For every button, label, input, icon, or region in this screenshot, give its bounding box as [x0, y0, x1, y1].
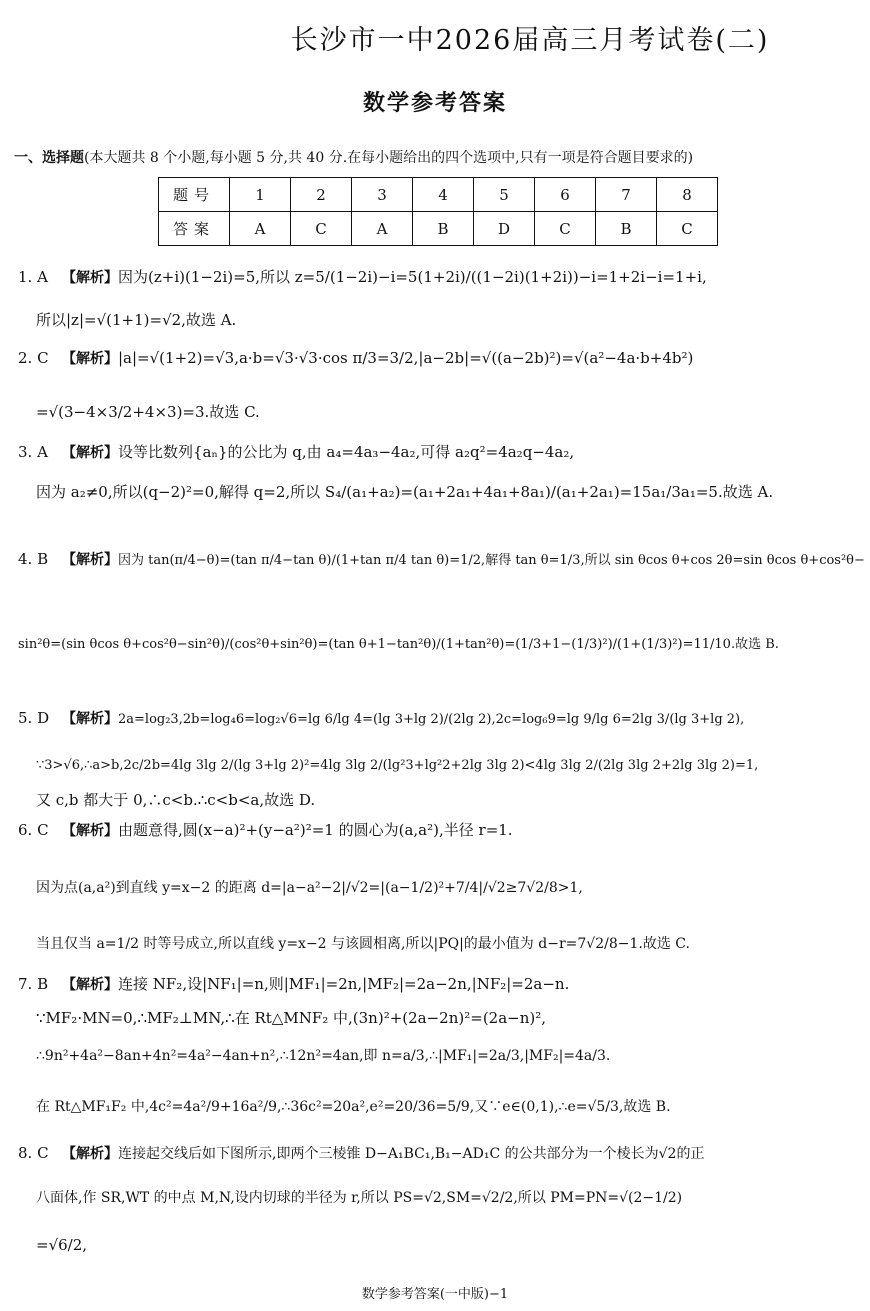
question-number: 6 [535, 178, 596, 212]
solution-1 [18, 267, 707, 288]
solution-number: 2. C [18, 349, 49, 367]
solution-text: 因为(z+i)(1−2i)=5,所以 z=5/(1−2i)−i=5(1+2i)/((1−2i)(1+2i))−i=1+2i−i=1+i, [118, 268, 707, 286]
analysis-tag: 【解析】 [62, 711, 118, 727]
solution-text: 由题意得,圆(x−a)²+(y−a²)²=1 的圆心为(a,a²),半径 r=1. [118, 821, 513, 839]
solution-number: 6. C [18, 821, 49, 839]
answer-table-answer-row [159, 212, 718, 246]
solution-line: 因为点(a,a²)到直线 y=x−2 的距离 d=|a−a²−2|/√2=|(a−1/2)²+7/4|/√2≥7√2/8>1, [36, 880, 583, 896]
solution-2 [18, 348, 693, 369]
section-label: 一、选择题 [14, 150, 84, 166]
solution-5 [18, 708, 744, 730]
solution-line: ∴9n²+4a²−8an+4n²=4a²−4an+n²,∴12n²=4an,即 n=a/3,∴|MF₁|=2a/3,|MF₂|=4a/3. [36, 1048, 611, 1064]
solution-line: 当且仅当 a=1/2 时等号成立,所以直线 y=x−2 与该圆相离,所以|PQ|的最小值为 d−r=7√2/8−1.故选 C. [36, 936, 690, 952]
answer-table [158, 177, 718, 246]
solution-line: 八面体,作 SR,WT 的中点 M,N,设内切球的半径为 r,所以 PS=√2,SM=√2/2,所以 PM=PN=√(2−1/2) [36, 1190, 683, 1206]
solution-line: 在 Rt△MF₁F₂ 中,4c²=4a²/9+16a²/9,∴36c²=20a²,e²=20/36=5/9,又∵e∈(0,1),∴e=√5/3,故选 B. [36, 1099, 671, 1115]
page-footer: 数学参考答案(一中版)−1 [361, 1287, 509, 1302]
analysis-tag: 【解析】 [62, 977, 118, 993]
solution-8 [18, 1143, 704, 1164]
solution-number: 3. A [18, 443, 48, 461]
solution-3 [18, 442, 574, 463]
section-heading [14, 147, 859, 167]
solution-text: 2a=log₂3,2b=log₄6=log₂√6=lg 6/lg 4=(lg 3+lg 2)/(2lg 2),2c=log₆9=lg 9/lg 6=2lg 3/(lg 3+lg 2), [118, 712, 745, 727]
question-number: 7 [596, 178, 657, 212]
solution-text: 连接 NF₂,设|NF₁|=n,则|MF₁|=2n,|MF₂|=2a−2n,|NF₂|=2a−n. [118, 975, 570, 993]
solution-line: 因为 a₂≠0,所以(q−2)²=0,解得 q=2,所以 S₄/(a₁+a₂)=(a₁+2a₁+4a₁+8a₁)/(a₁+2a₁)=15a₁/3a₁=5.故选 A. [36, 483, 774, 501]
question-number: 1 [230, 178, 291, 212]
solution-number: 8. C [18, 1144, 49, 1162]
solution-number: 7. B [18, 975, 49, 993]
answer-cell: A [230, 212, 291, 246]
row-label-answer: 答案 [159, 212, 230, 246]
analysis-tag: 【解析】 [62, 823, 118, 839]
question-number: 4 [413, 178, 474, 212]
analysis-tag: 【解析】 [62, 552, 118, 568]
answer-cell: B [596, 212, 657, 246]
solution-line: 所以|z|=√(1+1)=√2,故选 A. [36, 311, 237, 329]
question-number: 8 [657, 178, 718, 212]
answer-cell: B [413, 212, 474, 246]
analysis-tag: 【解析】 [62, 270, 118, 286]
exam-title: 长沙市一中2026届高三月考试卷(二) [290, 25, 770, 56]
answer-key-title: 数学参考答案 [362, 91, 507, 116]
solution-line: ∵3>√6,∴a>b,2c/2b=4lg 3lg 2/(lg 3+lg 2)²=4lg 3lg 2/(lg²3+lg²2+2lg 3lg 2)<4lg 3lg 2/(2lg 3lg 2+2lg 3lg 2)=1, [36, 758, 759, 773]
analysis-tag: 【解析】 [62, 445, 118, 461]
solution-6 [18, 820, 513, 841]
answer-table-number-row [159, 178, 718, 212]
solution-number: 5. D [18, 709, 50, 727]
solution-number: 1. A [18, 268, 48, 286]
solution-text: |a|=√(1+2)=√3,a·b=√3·√3·cos π/3=3/2,|a−2b|=√((a−2b)²)=√(a²−4a·b+4b²) [118, 349, 694, 367]
row-label-number: 题号 [159, 178, 230, 212]
analysis-tag: 【解析】 [62, 351, 118, 367]
solution-line: sin²θ=(sin θcos θ+cos²θ−sin²θ)/(cos²θ+sin²θ)=(tan θ+1−tan²θ)/(1+tan²θ)=(1/3+1−(1/3)²)/(1+(1/3)²)=11/10.故选 B. [18, 637, 779, 652]
solution-text: 连接起交线后如下图所示,即两个三棱锥 D−A₁BC₁,B₁−AD₁C 的公共部分为一个棱长为√2的正 [118, 1146, 705, 1162]
answer-cell: C [535, 212, 596, 246]
question-number: 5 [474, 178, 535, 212]
question-number: 3 [352, 178, 413, 212]
solution-text: 因为 tan(π/4−θ)=(tan π/4−tan θ)/(1+tan π/4 tan θ)=1/2,解得 tan θ=1/3,所以 sin θcos θ+cos 2θ=sin θcos θ+cos²θ− [118, 553, 865, 568]
answer-cell: D [474, 212, 535, 246]
solution-line: ∵MF₂·MN=0,∴MF₂⊥MN,∴在 Rt△MNF₂ 中,(3n)²+(2a−2n)²=(2a−n)², [36, 1009, 547, 1027]
solution-4 [18, 549, 865, 571]
answer-cell: C [657, 212, 718, 246]
answer-cell: A [352, 212, 413, 246]
solution-text: 设等比数列{aₙ}的公比为 q,由 a₄=4a₃−4a₂,可得 a₂q²=4a₂q−4a₂, [118, 443, 575, 461]
solution-line: =√(3−4×3/2+4×3)=3.故选 C. [36, 403, 260, 421]
solution-number: 4. B [18, 550, 49, 568]
question-number: 2 [291, 178, 352, 212]
solution-7 [18, 974, 569, 995]
solution-line: =√6/2, [36, 1236, 88, 1254]
answer-cell: C [291, 212, 352, 246]
analysis-tag: 【解析】 [62, 1146, 118, 1162]
solution-line: 又 c,b 都大于 0,∴c<b.∴c<b<a,故选 D. [36, 791, 316, 809]
section-description: (本大题共 8 个小题,每小题 5 分,共 40 分.在每小题给出的四个选项中,只有一项是符合题目要求的) [84, 150, 694, 166]
